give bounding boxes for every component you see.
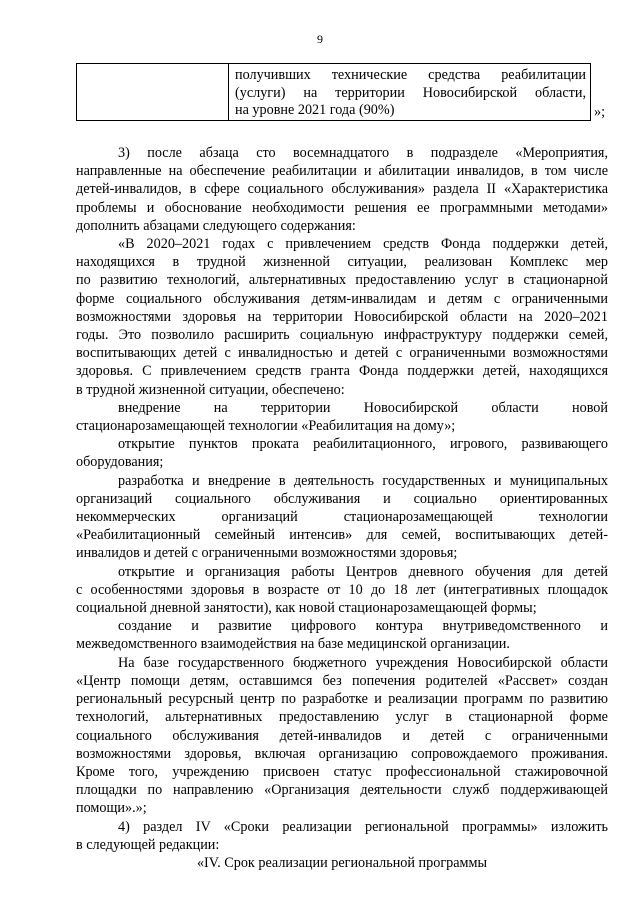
- section-heading: [76, 854, 608, 872]
- list-item: [76, 563, 608, 618]
- text-line: годы. Это позволило расширить социальную инфраструктуру поддержки семей,: [76, 327, 608, 344]
- paragraph-resource-center: [76, 654, 608, 818]
- text-line: площадки по направлению «Организация деятельности служб поддерживающей: [76, 782, 608, 799]
- text-line: 4) раздел IV «Сроки реализации региональной программы» изложить: [118, 818, 608, 835]
- list-item: [76, 399, 608, 435]
- text-line: открытие пунктов проката реабилитационного, игрового, развивающего: [118, 436, 608, 453]
- table-closing-quote: »;: [594, 104, 606, 120]
- text-line: помощи».»;: [76, 800, 147, 817]
- paragraph-item-4: [76, 818, 608, 854]
- list-item: [76, 617, 608, 653]
- document-body: [76, 144, 608, 872]
- text-line: На базе государственного бюджетного учреждения Новосибирской области: [118, 654, 608, 671]
- text-line: социальной дневной занятости), как новой стационарозамещающей формы;: [76, 600, 537, 617]
- indicator-table: [76, 63, 591, 121]
- text-line: оборудования;: [76, 454, 164, 471]
- text-line: открытие и организация работы Центров дневного обучения для детей: [118, 563, 608, 580]
- text-line: воспитывающих детей с инвалидностью и детей с ограниченными возможностями: [76, 345, 608, 362]
- paragraph-fund: [76, 235, 608, 399]
- text-line: с особенностями здоровья в возрасте от 10 до 18 лет (интегративных площадок: [76, 581, 608, 598]
- text-line: организаций социального обслуживания и социально ориентированных: [76, 490, 608, 507]
- table-line: получивших технические средства реабилитации: [235, 67, 586, 83]
- text-line: «Центр помощи детям, оставшимся без попечения родителей «Рассвет» создан: [76, 672, 608, 689]
- paragraph-item-3: [76, 144, 608, 235]
- table-line: на уровне 2021 года (90%): [235, 102, 395, 119]
- text-line: «В 2020–2021 годах с привлечением средств Фонда поддержки детей,: [118, 236, 608, 253]
- text-line: технологий, альтернативных предоставлению услуг в стационарной форме: [76, 709, 608, 726]
- list-item: [76, 472, 608, 563]
- page-number: 9: [317, 32, 323, 46]
- table-line: (услуги) на территории Новосибирской области,: [235, 84, 586, 101]
- text-line: проблемы и обоснование необходимости решения ее программными методами»: [76, 199, 608, 216]
- text-line: 3) после абзаца сто восемнадцатого в подразделе «Мероприятия,: [118, 145, 608, 161]
- text-line: межведомственного взаимодействия на базе медицинской организации.: [76, 636, 510, 653]
- text-line: в следующей редакции:: [76, 836, 220, 853]
- text-line: создание и развитие цифрового контура внутриведомственного и: [118, 618, 608, 635]
- text-line: некоммерческих организаций стационарозамещающей технологии: [76, 509, 608, 526]
- table-text-cell: [229, 64, 591, 121]
- text-line: по развитию технологий, альтернативных предоставлению услуг в стационарной: [76, 272, 608, 289]
- text-line: здоровья. С привлечением средств гранта Фонда поддержки детей, находящихся: [76, 363, 608, 380]
- text-line: региональный ресурсный центр по разработке и реализации программ по развитию: [76, 691, 608, 708]
- list-item: [76, 435, 608, 471]
- text-line: находящихся в трудной жизненной ситуации, реализован Комплекс мер: [76, 254, 608, 271]
- table-empty-cell: [77, 64, 229, 121]
- text-line: возможностями здоровья на территории Новосибирской области на 2020–2021: [76, 308, 608, 325]
- text-line: социального обслуживания детей-инвалидов и детей с ограниченными: [76, 727, 608, 744]
- text-line: внедрение на территории Новосибирской области новой: [118, 399, 608, 416]
- text-line: возможностями здоровья, включая организацию сопровождаемого проживания.: [76, 745, 608, 762]
- text-line: «Реабилитационный семейный интенсив» для семей, воспитывающих детей-: [76, 527, 608, 544]
- text-line: в трудной жизненной ситуации, обеспечено:: [76, 381, 345, 398]
- text-line: стационарозамещающей технологии «Реабилитация на дому»;: [76, 418, 456, 435]
- text-line: разработка и внедрение в деятельность государственных и муниципальных: [118, 472, 608, 489]
- text-line: направленные на обеспечение реабилитации и абилитации инвалидов, в том числе: [76, 163, 608, 180]
- section-title: «IV. Срок реализации региональной программы: [196, 854, 488, 871]
- text-line: дополнить абзацами следующего содержания:: [76, 217, 356, 234]
- text-line: форме социального обслуживания детям-инвалидам и детям с ограниченными: [76, 290, 608, 307]
- text-line: Кроме того, учреждению присвоен статус профессиональной стажировочной: [76, 763, 608, 780]
- text-line: инвалидов и детей с ограниченными возможностями здоровья;: [76, 545, 458, 562]
- text-line: детей-инвалидов, в сфере социального обслуживания» раздела II «Характеристика: [76, 181, 608, 198]
